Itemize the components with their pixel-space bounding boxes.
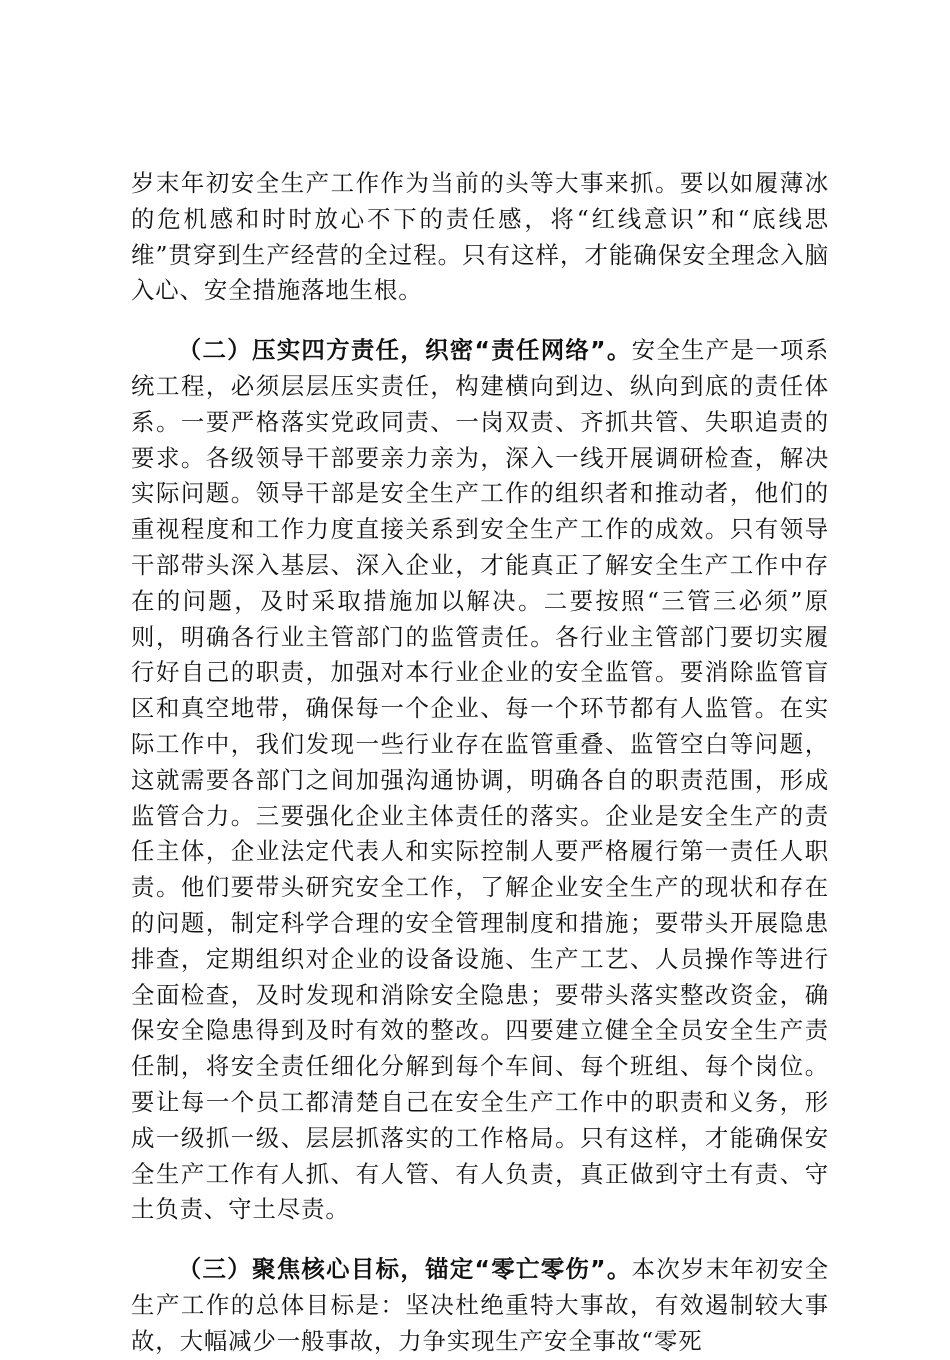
document-page: [131, 166, 829, 1360]
paragraph-continuation: [131, 166, 829, 309]
paragraph-section-two: [131, 333, 829, 1228]
paragraph-body: 岁末年初安全生产工作作为当前的头等大事来抓。要以如履薄冰的危机感和时时放心不下的责任感，将“红线意识”和“底线思维”贯穿到生产经营的全过程。只有这样，才能确保安全理念入脑入心、安全措施落地生根。: [131, 169, 829, 305]
section-heading: （三）聚焦核心目标，锚定“零亡零伤”。: [177, 1255, 632, 1284]
paragraph-gap: [131, 309, 829, 333]
paragraph-body: 本次岁末年初安全生产工作的总体目标是：坚决杜绝重特大事故，有效遏制较大事故，大幅减少一般事故，力争实现生产安全事故“零死: [131, 1255, 829, 1355]
section-heading: （二）压实四方责任，织密“责任网络”。: [177, 336, 632, 365]
paragraph-section-three: [131, 1252, 829, 1359]
paragraph-gap: [131, 1228, 829, 1252]
paragraph-body: 安全生产是一项系统工程，必须层层压实责任，构建横向到边、纵向到底的责任体系。一要严格落实党政同责、一岗双责、齐抓共管、失职追责的要求。各级领导干部要亲力亲为，深入一线开展调研检查，解决实际问题。领导干部是安全生产工作的组织者和推动者，他们的重视程度和工作力度直接关系到安全生产工作的成效。只有领导干部带头深入基层、深入企业，才能真正了解安全生产工作中存在的问题，及时采取措施加以解决。二要按照“三管三必须”原则，明确各行业主管部门的监管责任。各行业主管部门要切实履行好自己的职责，加强对本行业企业的安全监管。要消除监管盲区和真空地带，确保每一个企业、每一个环节都有人监管。在实际工作中，我们发现一些行业存在监管重叠、监管空白等问题，这就需要各部门之间加强沟通协调，明确各自的职责范围，形成监管合力。三要强化企业主体责任的落实。企业是安全生产的责任主体，企业法定代表人和实际控制人要严格履行第一责任人职责。他们要带头研究安全工作，了解企业安全生产的现状和存在的问题，制定科学合理的安全管理制度和措施；要带头开展隐患排查，定期组织对企业的设备设施、生产工艺、人员操作等进行全面检查，及时发现和消除安全隐患；要带头落实整改资金，确保安全隐患得到及时有效的整改。四要建立健全全员安全生产责任制，将安全责任细化分解到每个车间、每个班组、每个岗位。要让每一个员工都清楚自己在安全生产工作中的职责和义务，形成一级抓一级、层层抓落实的工作格局。只有这样，才能确保安全生产工作有人抓、有人管、有人负责，真正做到守土有责、守土负责、守土尽责。: [131, 336, 829, 1224]
